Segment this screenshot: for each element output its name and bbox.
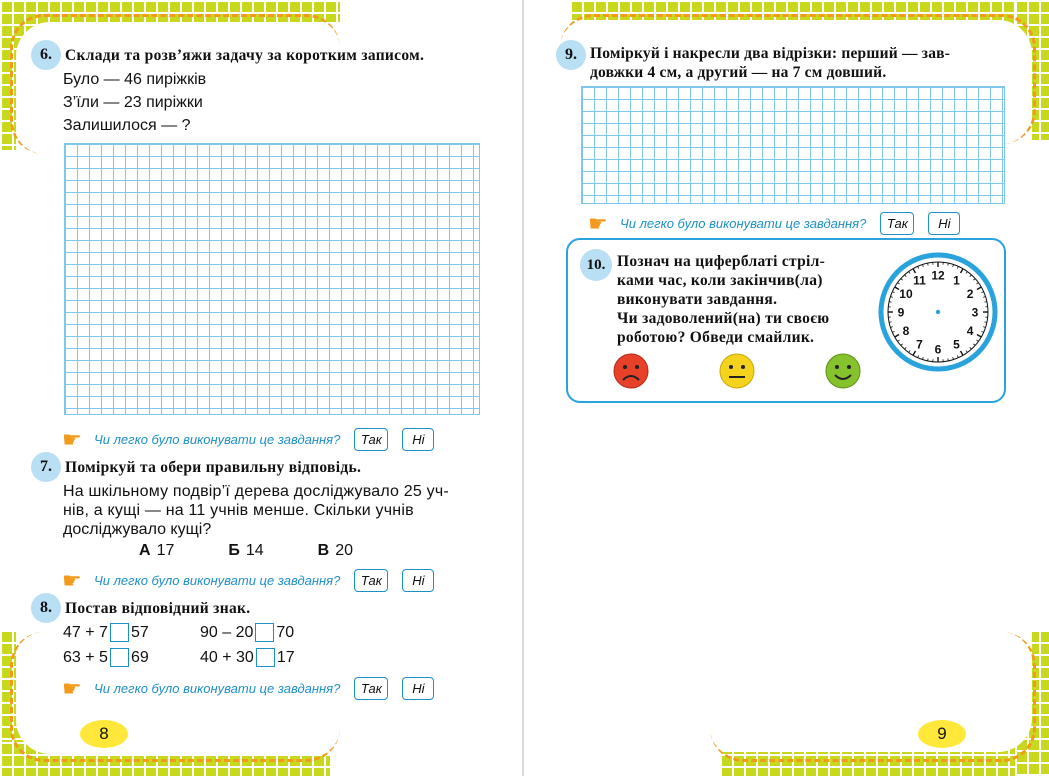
clock-number: 9 (897, 305, 905, 320)
task10-box (566, 238, 1006, 403)
sign-input-box[interactable] (255, 623, 274, 642)
task9-self-check (588, 212, 960, 235)
task7-options (139, 542, 407, 560)
clock-tick (984, 302, 986, 303)
clock-tick (984, 322, 986, 323)
clock-number: 1 (953, 273, 960, 288)
task8-number-badge: 8. (31, 593, 61, 623)
right-dashed-frame-bottom (710, 632, 1036, 762)
task8-comparison-3: 63 + 5 69 (63, 648, 149, 666)
task8-self-check (62, 677, 434, 700)
task7-line-2: нів, а кущі — на 11 учнів менше. Скільки учнів (63, 502, 414, 519)
self-check-question: Чи легко було виконувати це завдання? (620, 216, 867, 231)
task7-yes-button[interactable]: Так (354, 569, 388, 592)
task9-answer-grid[interactable] (581, 86, 1005, 204)
smiley-neutral-icon[interactable] (718, 352, 756, 390)
pointing-hand-icon: ☛ (62, 426, 82, 452)
task10-number-badge: 10. (580, 249, 612, 281)
smiley-happy-icon[interactable] (824, 352, 862, 390)
task7-self-check (62, 569, 434, 592)
task8-comparison-2: 90 – 20 70 (200, 623, 295, 641)
task7-line-3: досліджувало кущі? (63, 521, 212, 538)
task7-no-button[interactable]: Ні (402, 569, 434, 592)
task6-yes-button[interactable]: Так (354, 428, 388, 451)
pointing-hand-icon: ☛ (62, 675, 82, 701)
task7-header (31, 452, 361, 482)
clock-number: 2 (966, 287, 974, 301)
task6-number-badge: 6. (31, 40, 61, 70)
self-check-question: Чи легко було виконувати це завдання? (94, 432, 341, 447)
smiley-sad-icon[interactable] (612, 352, 650, 390)
task8-header (31, 593, 250, 623)
task9-no-button[interactable]: Ні (928, 212, 960, 235)
task6-header (31, 40, 424, 70)
sign-input-box[interactable] (110, 623, 129, 642)
task9-number-badge: 9. (556, 40, 586, 70)
task6-answer-grid[interactable] (64, 143, 480, 415)
task8-yes-button[interactable]: Так (354, 677, 388, 700)
self-check-question: Чи легко було виконувати це завдання? (94, 681, 341, 696)
task6-line-3: Залишилося — ? (63, 117, 191, 134)
clock-tick (948, 358, 949, 360)
pointing-hand-icon: ☛ (62, 567, 82, 593)
task9-header (556, 40, 950, 82)
right-page-number: 9 (918, 720, 966, 748)
task9-yes-button[interactable]: Так (880, 212, 914, 235)
clock-tick (928, 358, 929, 360)
task8-comparison-1: 47 + 7 57 (63, 623, 149, 641)
clock-center-dot (936, 310, 940, 314)
task10-text: Познач на циферблаті стріл- ками час, коли закінчив(ла) виконувати завдання. Чи задоволений(на) ти своєю роботою? Обведи смайлик. (617, 253, 830, 346)
left-page-number: 8 (80, 720, 128, 748)
task7-number-badge: 7. (31, 452, 61, 482)
clock-number: 8 (902, 324, 910, 338)
clock-number: 3 (971, 305, 979, 320)
task6-line-2: З’їли — 23 пиріжки (63, 94, 203, 111)
clock-number: 11 (913, 273, 926, 288)
clock-number: 7 (916, 337, 923, 352)
clock-number: 6 (934, 342, 942, 357)
self-check-question: Чи легко було виконувати це завдання? (94, 573, 341, 588)
book-spine (522, 0, 524, 776)
task7-line-1: На шкільному подвір’ї дерева досліджувало 25 уч- (63, 483, 449, 500)
task7-option-b[interactable]: Б 14 (228, 542, 264, 559)
task6-title: Склади та розв’яжи задачу за коротким записом. (65, 46, 425, 64)
task9-title-line-2: довжки 4 см, а другий — на 7 см довший. (590, 64, 887, 81)
clock-number: 4 (966, 324, 974, 338)
task9-title-line-1: Поміркуй і накресли два відрізки: перший — зав- (590, 45, 951, 62)
pointing-hand-icon: ☛ (588, 210, 608, 236)
task6-no-button[interactable]: Ні (402, 428, 434, 451)
clock-number: 12 (931, 268, 945, 283)
task8-no-button[interactable]: Ні (402, 677, 434, 700)
task7-option-c[interactable]: В 20 (317, 542, 354, 559)
sign-input-box[interactable] (256, 648, 275, 667)
clock-tick (889, 322, 891, 323)
clock-tick (948, 263, 949, 265)
task7-title: Поміркуй та обери правильну відповідь. (65, 458, 362, 476)
sign-input-box[interactable] (110, 648, 129, 667)
task7-option-a[interactable]: А 17 (139, 542, 175, 559)
task6-self-check (62, 428, 434, 451)
clock-face[interactable] (876, 250, 1000, 374)
clock-number: 10 (899, 287, 913, 301)
clock-tick (928, 263, 929, 265)
clock-tick (889, 302, 891, 303)
clock-number: 5 (953, 337, 960, 352)
task8-title: Постав відповідний знак. (65, 599, 251, 617)
task6-line-1: Було — 46 пиріжків (63, 71, 207, 88)
task8-comparison-4: 40 + 30 17 (200, 648, 295, 666)
